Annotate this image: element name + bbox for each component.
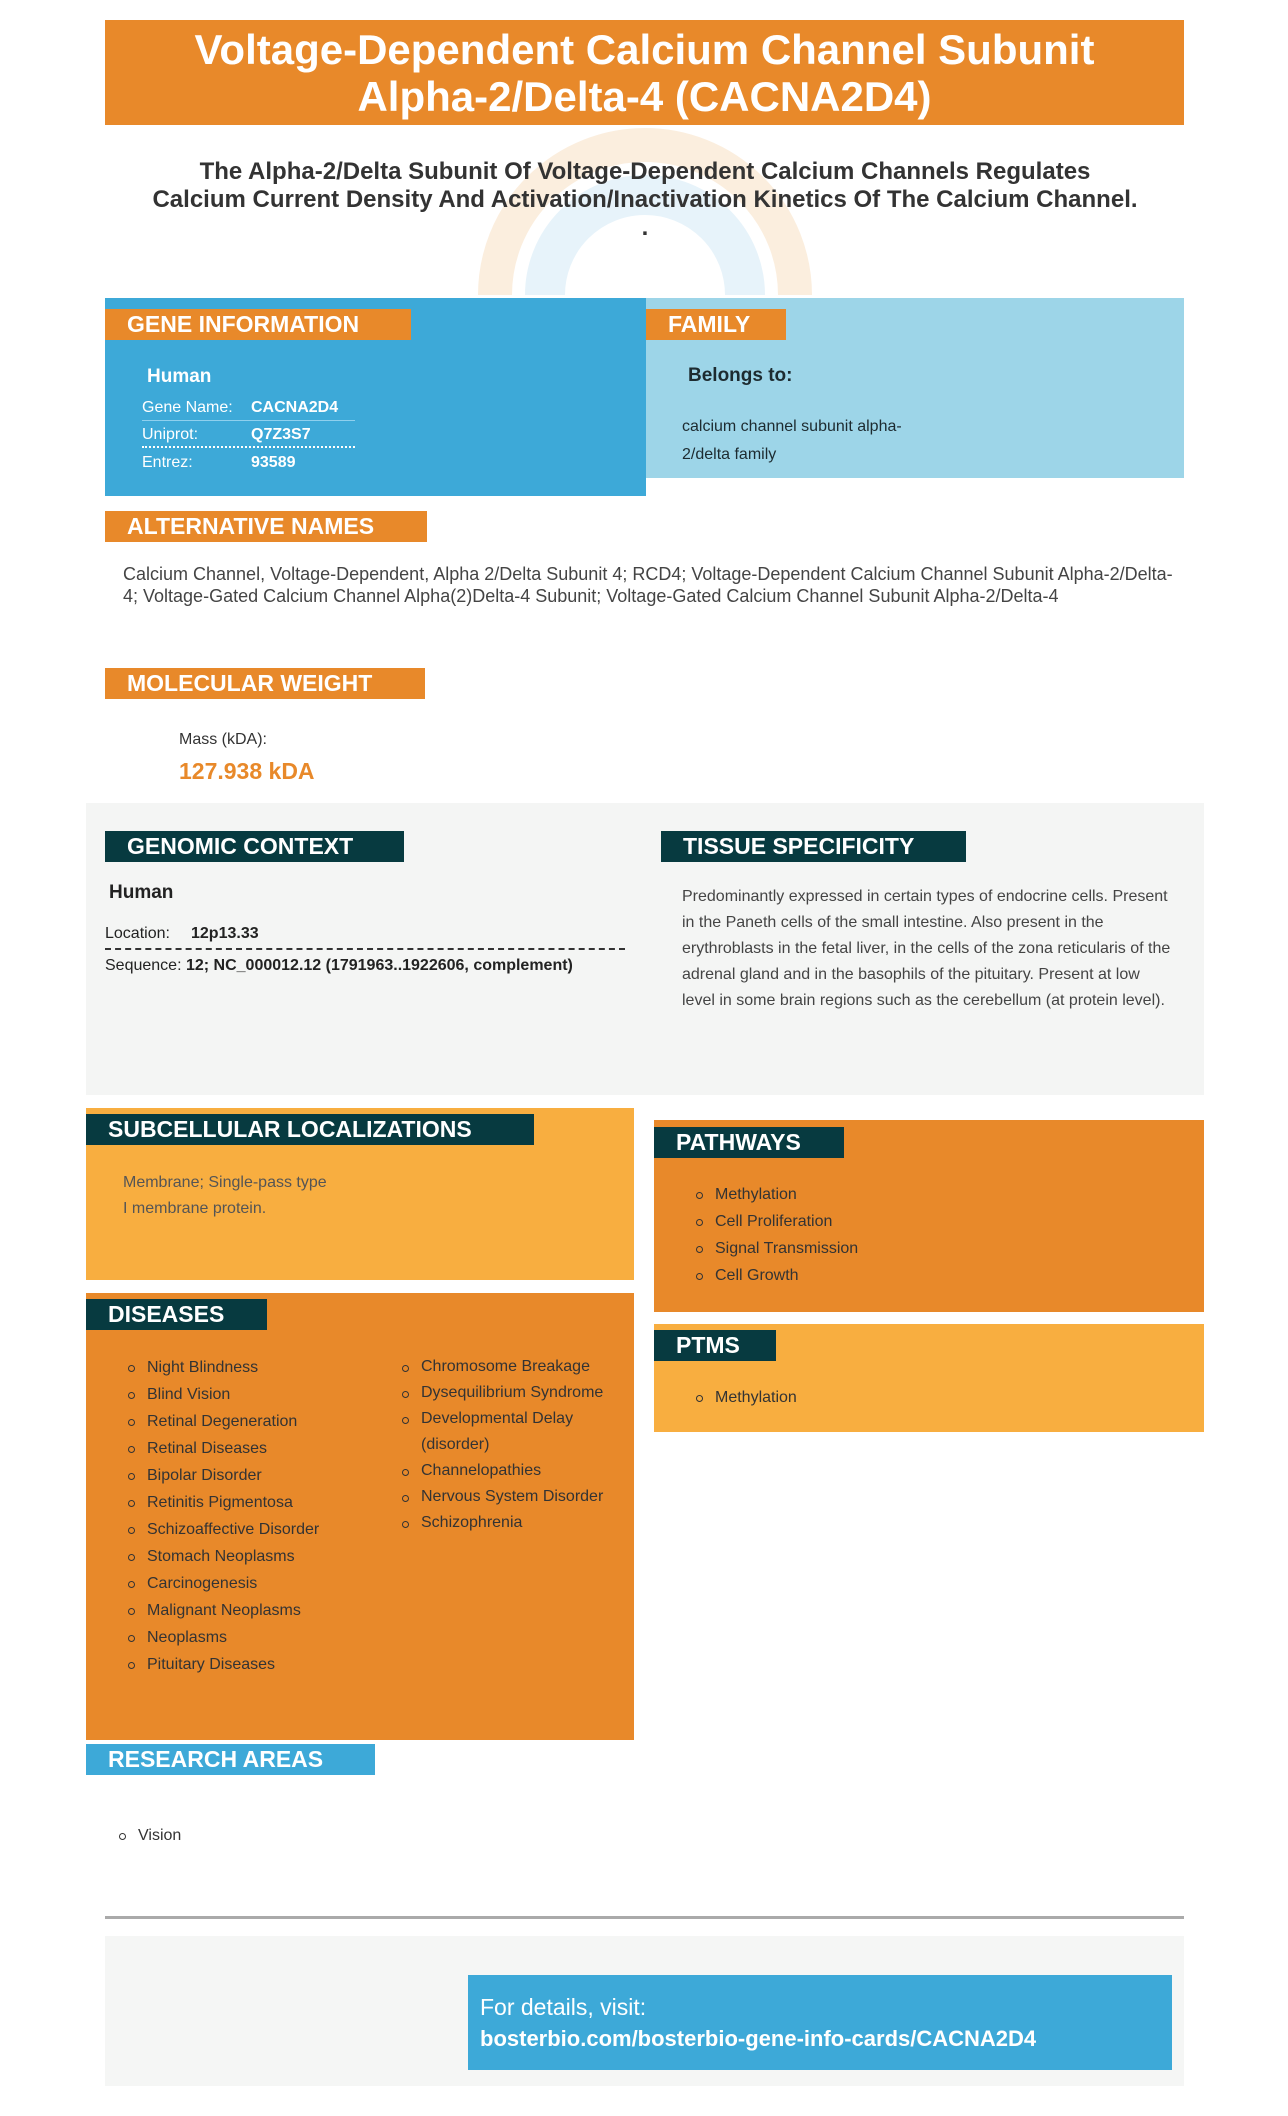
page-subtitle: The Alpha-2/Delta Subunit Of Voltage-Dependent Calcium Channels Regulates Calcium Current Density And Activation/Inactivation Kinetics Of The Calcium Channel. . (152, 158, 1138, 241)
pathways-heading: PATHWAYS (654, 1127, 844, 1158)
uniprot-row (142, 421, 355, 448)
research-areas-list (118, 1822, 181, 1849)
list-item: Methylation (695, 1384, 797, 1411)
research-areas-heading: RESEARCH AREAS (86, 1744, 375, 1775)
entrez-value: 93589 (251, 454, 296, 471)
footer-divider (105, 1916, 1184, 1919)
list-item: Blind Vision (127, 1381, 357, 1408)
list-item: Retinal Diseases (127, 1435, 357, 1462)
alternative-names-text: Calcium Channel, Voltage-Dependent, Alpha 2/Delta Subunit 4; RCD4; Voltage-Dependent Calcium Channel Subunit Alpha-2/Delta-4; Voltage-Gated Calcium Channel Alpha(2)Delta-4 Subunit; Voltage-Gated Calcium Channel Subunit Alpha-2/Delta-4 (123, 564, 1173, 606)
ptms-list (695, 1384, 797, 1411)
list-item: Stomach Neoplasms (127, 1543, 357, 1570)
list-item: Cell Proliferation (695, 1208, 858, 1235)
diseases-list-col1 (127, 1354, 357, 1678)
alternative-names-heading: ALTERNATIVE NAMES (105, 511, 427, 542)
diseases-list-col2 (401, 1354, 616, 1536)
sequence-label: Sequence: (105, 957, 182, 974)
list-item: Retinal Degeneration (127, 1408, 357, 1435)
gene-species: Human (147, 366, 212, 387)
list-item: Cell Growth (695, 1262, 858, 1289)
subcellular-heading: SUBCELLULAR LOCALIZATIONS (86, 1114, 534, 1145)
family-value: calcium channel subunit alpha-2/delta family (682, 418, 902, 463)
subcellular-text: Membrane; Single-pass type I membrane protein. (123, 1174, 327, 1217)
page-title: Voltage-Dependent Calcium Channel Subunit Alpha-2/Delta-4 (CACNA2D4) (194, 25, 1095, 120)
location-value: 12p13.33 (191, 925, 259, 942)
gene-name-label: Gene Name: (142, 399, 233, 416)
details-url-link[interactable]: bosterbio.com/bosterbio-gene-info-cards/CACNA2D4 (480, 2026, 1037, 2051)
list-item: Methylation (695, 1181, 858, 1208)
list-item: Retinitis Pigmentosa (127, 1489, 357, 1516)
title-banner (105, 20, 1184, 125)
list-item: Carcinogenesis (127, 1570, 357, 1597)
list-item: Channelopathies (401, 1458, 616, 1484)
genomic-context-heading: GENOMIC CONTEXT (105, 831, 404, 862)
entrez-row (142, 449, 355, 476)
location-label: Location: (105, 925, 170, 942)
list-item: Signal Transmission (695, 1235, 858, 1262)
genomic-location-row (105, 922, 625, 950)
list-item: Dysequilibrium Syndrome (401, 1380, 616, 1406)
genomic-sequence-row (105, 957, 573, 975)
details-link-box[interactable] (468, 1975, 1172, 2070)
uniprot-value: Q7Z3S7 (251, 426, 311, 443)
gene-info-heading: GENE INFORMATION (105, 309, 411, 340)
list-item: Developmental Delay (disorder) (401, 1406, 616, 1458)
tissue-specificity-text: Predominantly expressed in certain types of endocrine cells. Present in the Paneth cells of the small intestine. Also present in the erythroblasts in the fetal liver, in the cells of the zona reticularis of the adrenal gland and in the basophils of the pituitary. Present at low level in some brain regions such as the cerebellum (at protein level). (682, 888, 1171, 1009)
details-label: For details, visit: (480, 1994, 647, 2020)
diseases-heading: DISEASES (86, 1299, 267, 1330)
list-item: Chromosome Breakage (401, 1354, 616, 1380)
list-item: Neoplasms (127, 1624, 357, 1651)
entrez-label: Entrez: (142, 454, 193, 471)
mass-label: Mass (kDA): (179, 731, 267, 748)
list-item: Vision (118, 1822, 181, 1849)
tissue-specificity-heading: TISSUE SPECIFICITY (661, 831, 966, 862)
list-item: Bipolar Disorder (127, 1462, 357, 1489)
uniprot-label: Uniprot: (142, 426, 199, 443)
list-item: Malignant Neoplasms (127, 1597, 357, 1624)
ptms-heading: PTMS (654, 1330, 776, 1361)
sequence-value: 12; NC_000012.12 (1791963..1922606, complement) (185, 957, 573, 974)
list-item: Schizoaffective Disorder (127, 1516, 357, 1543)
list-item: Pituitary Diseases (127, 1651, 357, 1678)
genomic-species: Human (109, 882, 174, 903)
family-belongs-label: Belongs to: (688, 365, 793, 386)
molecular-weight-heading: MOLECULAR WEIGHT (105, 668, 425, 699)
gene-name-value: CACNA2D4 (251, 399, 339, 416)
mass-value: 127.938 kDA (179, 758, 315, 784)
gene-name-row (142, 394, 355, 421)
list-item: Schizophrenia (401, 1510, 616, 1536)
list-item: Nervous System Disorder (401, 1484, 616, 1510)
list-item: Night Blindness (127, 1354, 357, 1381)
pathways-list (695, 1181, 858, 1289)
family-heading: FAMILY (646, 309, 786, 340)
